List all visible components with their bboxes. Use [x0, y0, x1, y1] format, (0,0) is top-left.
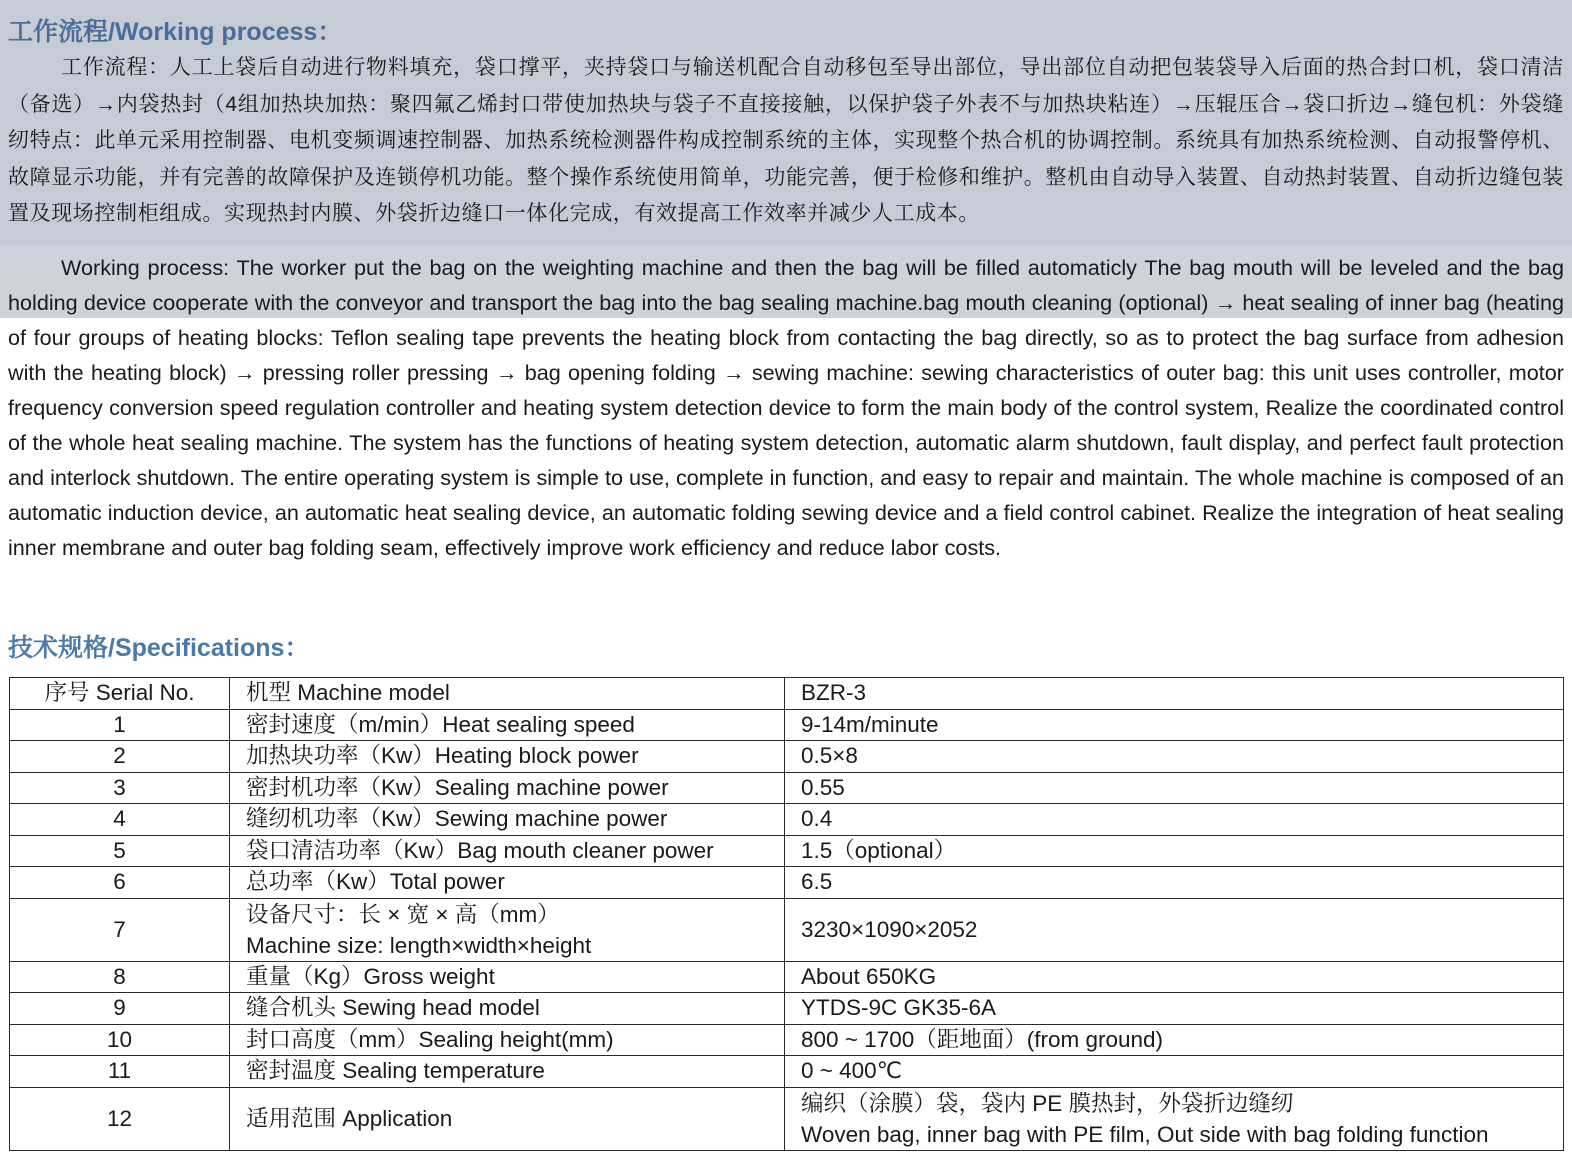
- model-header: 机型 Machine model: [230, 678, 785, 710]
- table-row: [10, 961, 1564, 993]
- row-number: 2: [10, 741, 230, 773]
- table-row: [10, 993, 1564, 1025]
- row-number: 7: [10, 898, 230, 961]
- table-row: [10, 835, 1564, 867]
- row-item: 适用范围 Application: [230, 1087, 785, 1150]
- table-row: [10, 772, 1564, 804]
- row-value: 1.5（optional）: [785, 835, 1564, 867]
- row-item-multiline: [230, 898, 785, 961]
- row-item: 密封速度（m/min）Heat sealing speed: [230, 709, 785, 741]
- row-item-line-2: Machine size: length×width×height: [246, 932, 592, 958]
- model-value: BZR-3: [785, 678, 1564, 710]
- row-value-multiline: [785, 1087, 1564, 1150]
- row-number: 12: [10, 1087, 230, 1150]
- table-row: [10, 1056, 1564, 1088]
- table-row: [10, 741, 1564, 773]
- row-number: 4: [10, 804, 230, 836]
- table-header-row: [10, 678, 1564, 710]
- row-value: 0.55: [785, 772, 1564, 804]
- row-value: About 650KG: [785, 961, 1564, 993]
- working-process-chinese-paragraph: 工作流程：人工上袋后自动进行物料填充，袋口撑平，夹持袋口与输送机配合自动移包至导出部位，导出部位自动把包装袋导入后面的热合封口机，袋口清洁（备选）→内袋热封（4组加热块加热：聚四氟乙烯封口带使加热块与袋子不直接接触，以保护袋子外表不与加热块粘连）→压辊压合→袋口折边→缝包机：外袋缝纫特点：此单元采用控制器、电机变频调速控制器、加热系统检测器件构成控制系统的主体，实现整个热合机的协调控制。系统具有加热系统检测、自动报警停机、故障显示功能，并有完善的故障保护及连锁停机功能。整个操作系统使用简单，功能完善，便于检修和维护。整机由自动导入装置、自动热封装置、自动折边缝包装置及现场控制柜组成。实现热封内膜、外袋折边缝口一体化完成，有效提高工作效率并减少人工成本。: [8, 56, 1564, 225]
- specifications-table: [9, 677, 1564, 1151]
- row-value: 800 ~ 1700（距地面）(from ground): [785, 1024, 1564, 1056]
- row-value: 0.5×8: [785, 741, 1564, 773]
- row-item: 加热块功率（Kw）Heating block power: [230, 741, 785, 773]
- row-item: 封口高度（mm）Sealing height(mm): [230, 1024, 785, 1056]
- row-number: 1: [10, 709, 230, 741]
- row-item: 缝合机头 Sewing head model: [230, 993, 785, 1025]
- row-item-line-1: 设备尺寸：长 × 宽 × 高（mm）: [246, 901, 560, 927]
- working-process-english-paragraph: Working process: The worker put the bag on the weighting machine and then the bag will be filled automaticly The bag mouth will be leveled and the bag holding device cooperate with the conveyor and transport the bag into the bag sealing machine.bag mouth cleaning (optional) → heat sealing of inner bag (heating of four groups of heating blocks: Teflon sealing tape prevents the heating block from contacting the bag directly, so as to protect the bag surface from adhesion with the heating block) → pressing roller pressing → bag opening folding → sewing machine: sewing characteristics of outer bag: this unit uses controller, motor frequency conversion speed regulation controller and heating system detection device to form the main body of the control system, Realize the coordinated control of the whole heat sealing machine. The system has the functions of heating system detection, automatic alarm shutdown, fault display, and perfect fault protection and interlock shutdown. The entire operating system is simple to use, complete in function, and easy to repair and maintain. The whole machine is composed of an automatic induction device, an automatic heat sealing device, an automatic folding sewing device and a field control cabinet. Realize the integration of heat sealing inner membrane and outer bag folding seam, effectively improve work efficiency and reduce labor costs.: [8, 255, 1564, 560]
- row-value: 0.4: [785, 804, 1564, 836]
- serial-header: 序号 Serial No.: [10, 678, 230, 710]
- row-number: 9: [10, 993, 230, 1025]
- row-item: 总功率（Kw）Total power: [230, 867, 785, 899]
- row-number: 3: [10, 772, 230, 804]
- row-item: 密封温度 Sealing temperature: [230, 1056, 785, 1088]
- table-row: [10, 1087, 1564, 1150]
- row-value: 0 ~ 400℃: [785, 1056, 1564, 1088]
- table-row: [10, 709, 1564, 741]
- row-item: 袋口清洁功率（Kw）Bag mouth cleaner power: [230, 835, 785, 867]
- row-value: 9-14m/minute: [785, 709, 1564, 741]
- row-item: 重量（Kg）Gross weight: [230, 961, 785, 993]
- row-number: 11: [10, 1056, 230, 1088]
- row-value-line-1: 编织（涂膜）袋，袋内 PE 膜热封，外袋折边缝纫: [801, 1090, 1294, 1116]
- row-value: 3230×1090×2052: [785, 898, 1564, 961]
- specifications-title: 技术规格/Specifications：: [8, 634, 310, 662]
- table-row: [10, 804, 1564, 836]
- row-number: 6: [10, 867, 230, 899]
- row-item: 密封机功率（Kw）Sealing machine power: [230, 772, 785, 804]
- row-number: 8: [10, 961, 230, 993]
- row-item: 缝纫机功率（Kw）Sewing machine power: [230, 804, 785, 836]
- row-value-line-2: Woven bag, inner bag with PE film, Out side with bag folding function: [801, 1121, 1489, 1147]
- row-value: YTDS-9C GK35-6A: [785, 993, 1564, 1025]
- working-process-title: 工作流程/Working process：: [8, 18, 343, 46]
- table-row: [10, 1024, 1564, 1056]
- row-number: 10: [10, 1024, 230, 1056]
- row-number: 5: [10, 835, 230, 867]
- row-value: 6.5: [785, 867, 1564, 899]
- table-row: [10, 898, 1564, 961]
- table-row: [10, 867, 1564, 899]
